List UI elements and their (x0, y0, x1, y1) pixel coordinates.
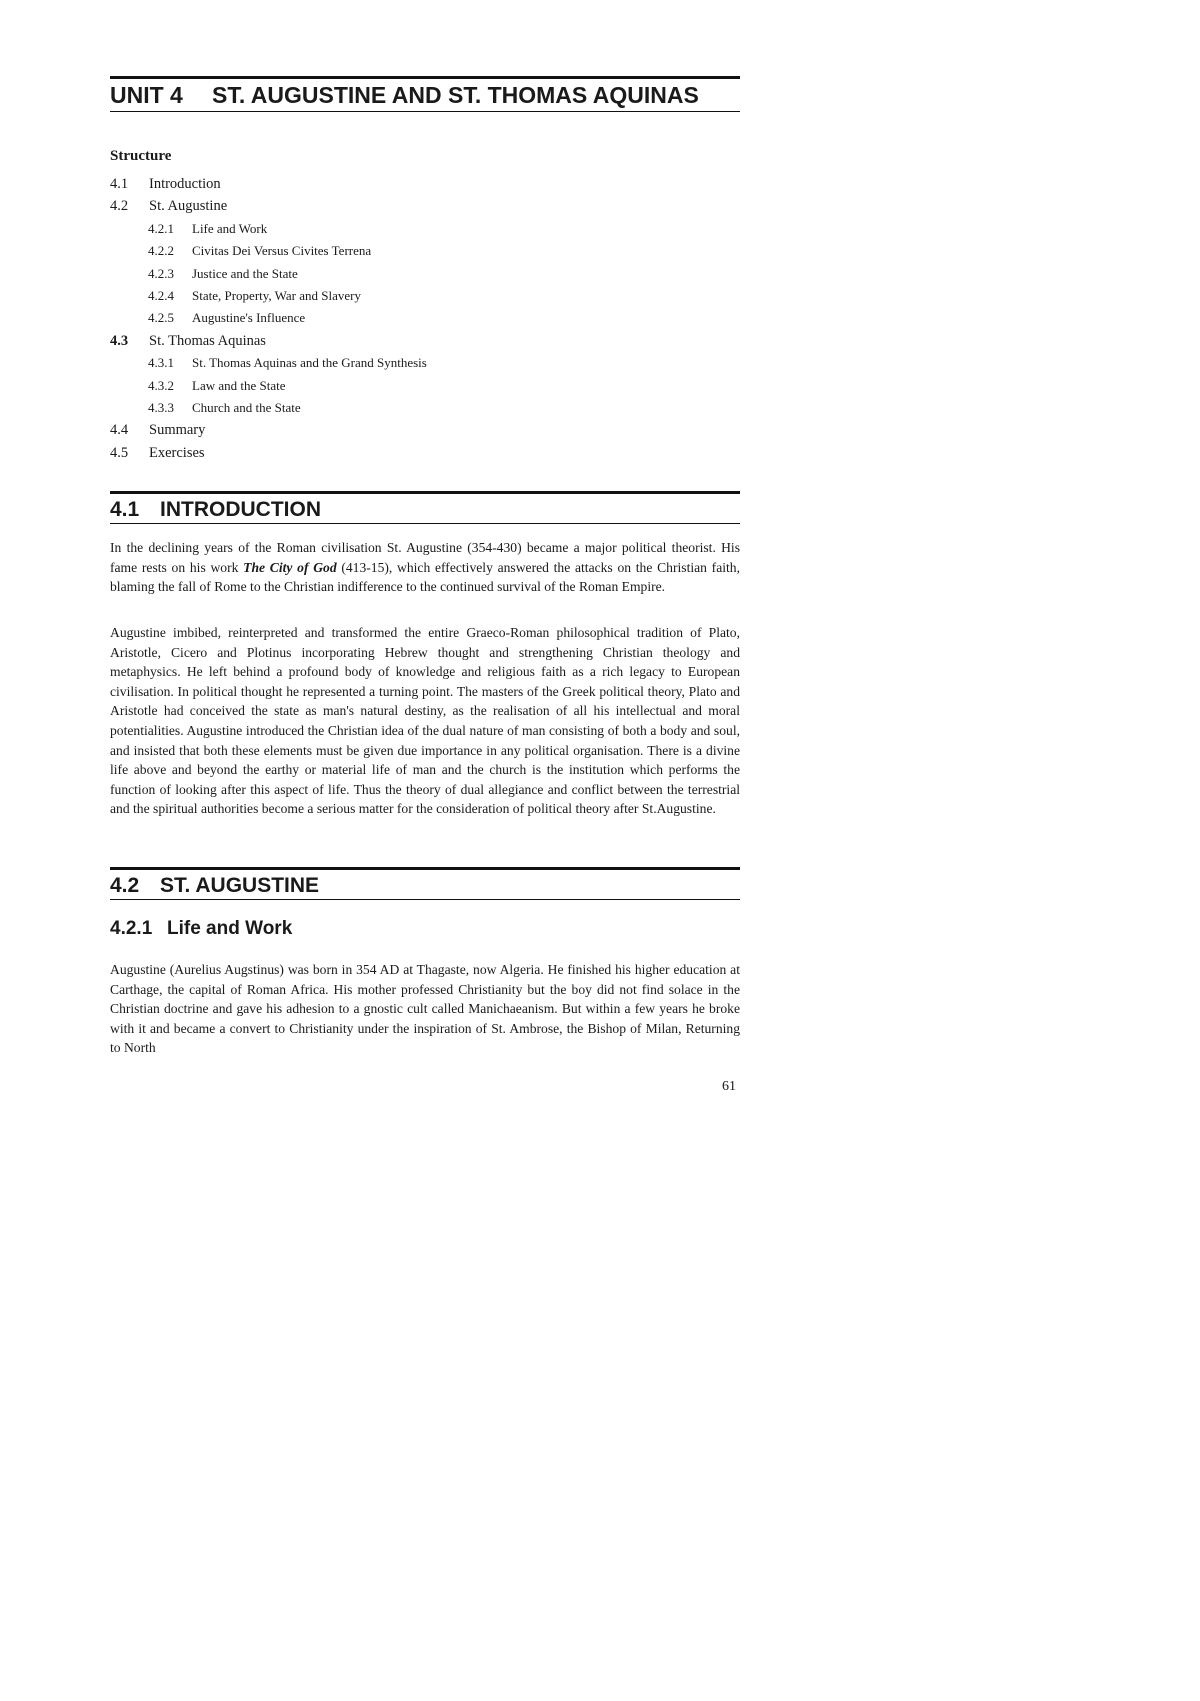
toc-item (110, 307, 670, 329)
toc-item (110, 263, 670, 285)
section-title: ST. AUGUSTINE (160, 874, 320, 897)
toc-item-label: State, Property, War and Slavery (192, 287, 361, 303)
table-of-contents (110, 173, 670, 464)
toc-item-label: Civitas Dei Versus Civites Terrena (192, 243, 372, 259)
introduction-paragraph-2: Augustine imbibed, reinterpreted and transformed the entire Graeco-Roman philosophical tradition of Plato, Aristotle, Cicero and Plotinus incorporating Hebrew thought and strengthening Christian theology and metaphysics. He left behind a profound body of knowledge and religious faith as a rich legacy to European civilisation. In political thought he represented a turning point. The masters of the Greek political theory, Plato and Aristotle had conceived the state as man's natural destiny, as the realisation of all his intellectual and moral potentialities. Augustine introduced the Christian idea of the dual nature of man consisting of both a body and soul, and insisted that both these elements must be given due importance in any political organisation. There is a divine life above and beyond the earthy or material life of man and the church is the institution which performs the function of looking after this aspect of life. Thus the theory of dual allegiance and conflict between the terrestrial and the spiritual authorities become a serious matter for the consideration of political theory after St.Augustine. (110, 625, 740, 817)
section-heading-introduction (110, 491, 740, 524)
toc-item-number: 4.2.2 (148, 243, 174, 259)
toc-item-label: St. Augustine (149, 198, 228, 215)
toc-item-number: 4.4 (110, 422, 129, 439)
toc-item-label: Summary (149, 422, 206, 439)
toc-item (110, 240, 670, 262)
toc-item-label: Exercises (149, 444, 205, 461)
toc-item-label: Law and the State (192, 377, 286, 393)
introduction-paragraph-1: In the declining years of the Roman civilisation St. Augustine (354-430) became a major political theorist. His fame rests on his work The City of God (413-15), which effectively answered the attacks on the Christian faith, blaming the fall of Rome to the Christian indifference to the continued survival of the Roman Empire. (110, 540, 740, 595)
toc-item-number: 4.2.3 (148, 265, 174, 281)
toc-item-number: 4.3.2 (148, 377, 174, 393)
subsection-title: Life and Work (167, 918, 293, 939)
toc-item-number: 4.3 (110, 332, 129, 349)
section-heading-st-augustine (110, 867, 740, 900)
toc-item-number: 4.3.3 (148, 399, 174, 415)
toc-item (110, 442, 670, 464)
toc-item (110, 218, 670, 240)
structure-label: Structure (110, 148, 172, 164)
subsection-number: 4.2.1 (110, 918, 153, 939)
toc-item (110, 330, 670, 352)
toc-item-number: 4.3.1 (148, 355, 174, 371)
page-number: 61 (722, 1079, 736, 1094)
toc-item (110, 173, 670, 195)
toc-item-number: 4.5 (110, 444, 129, 461)
toc-item (110, 195, 670, 217)
toc-item-number: 4.2.1 (148, 220, 174, 236)
toc-item-label: St. Thomas Aquinas (149, 332, 266, 349)
unit-title: ST. AUGUSTINE AND ST. THOMAS AQUINAS (212, 82, 699, 108)
toc-item-number: 4.1 (110, 176, 129, 192)
toc-item-label: St. Thomas Aquinas and the Grand Synthesis (192, 355, 427, 371)
toc-item-label: Life and Work (192, 220, 268, 236)
toc-item (110, 285, 670, 307)
toc-item-number: 4.2 (110, 198, 129, 215)
section-number: 4.2 (110, 874, 140, 897)
unit-heading (110, 76, 740, 112)
unit-number: UNIT 4 (110, 82, 183, 108)
toc-item (110, 352, 670, 374)
toc-item-number: 4.2.5 (148, 310, 174, 326)
toc-item-label: Church and the State (192, 399, 301, 415)
toc-item (110, 375, 670, 397)
toc-item (110, 419, 670, 441)
toc-item-label: Introduction (149, 176, 221, 192)
section-title: INTRODUCTION (160, 498, 321, 521)
toc-item (110, 397, 670, 419)
section-number: 4.1 (110, 498, 140, 521)
toc-item-label: Justice and the State (192, 265, 298, 281)
toc-item-label: Augustine's Influence (192, 310, 306, 326)
life-and-work-paragraph: Augustine (Aurelius Augstinus) was born in 354 AD at Thagaste, now Algeria. He finished his higher education at Carthage, the capital of Roman Africa. His mother professed Christianity but the boy did not find solace in the Christian doctrine and gave his adhesion to a gnostic cult called Manichaeanism. But within a few years he broke with it and became a convert to Christianity under the inspiration of St. Ambrose, the Bishop of Milan, Returning to North (110, 962, 740, 1056)
toc-item-number: 4.2.4 (148, 287, 174, 303)
book-title: The City of God (243, 559, 337, 575)
subsection-heading-life-and-work (110, 918, 292, 940)
